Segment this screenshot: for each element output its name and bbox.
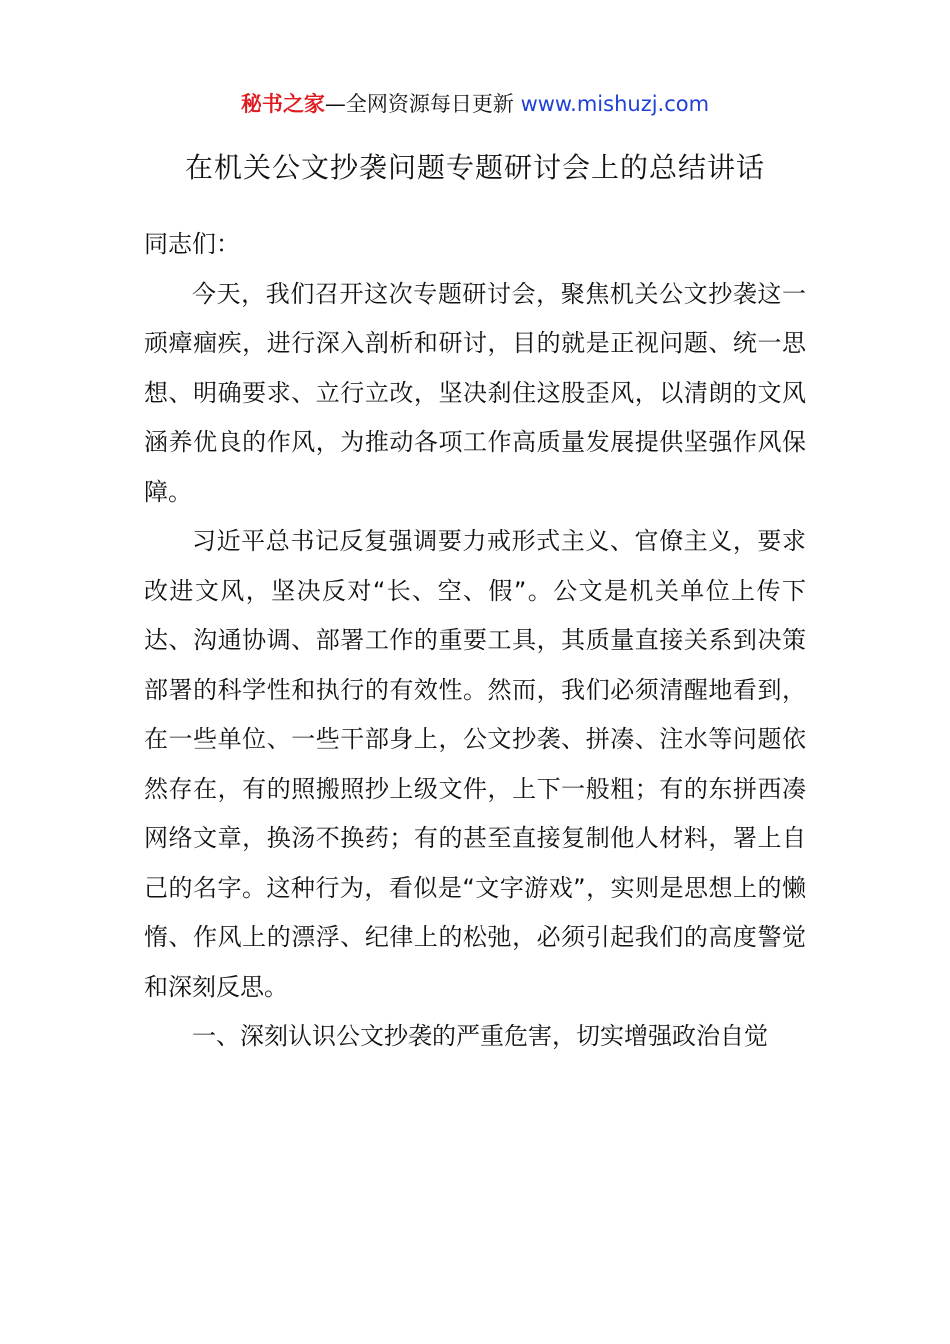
document-body bbox=[144, 220, 806, 1062]
header-tagline: 全网资源每日更新 bbox=[345, 92, 514, 116]
paragraph-background: 习近平总书记反复强调要力戒形式主义、官僚主义，要求改进文风，坚决反对“长、空、假”。公文是机关单位上传下达、沟通协调、部署工作的重要工具，其质量直接关系到决策部署的科学性和执行的有效性。然而，我们必须清醒地看到，在一些单位、一些干部身上，公文抄袭、拼凑、注水等问题依然存在，有的照搬照抄上级文件，上下一般粗；有的东拼西凑网络文章，换汤不换药；有的甚至直接复制他人材料，署上自己的名字。这种行为，看似是“文字游戏”，实则是思想上的懒惰、作风上的漂浮、纪律上的松弛，必须引起我们的高度警觉和深刻反思。 bbox=[144, 527, 806, 1001]
site-url-link[interactable]: www.mishuzj.com bbox=[520, 92, 710, 116]
site-header bbox=[0, 86, 950, 122]
section-heading-1: 一、深刻认识公文抄袭的严重危害，切实增强政治自觉 bbox=[192, 1022, 768, 1050]
salutation: 同志们： bbox=[144, 230, 240, 258]
paragraph-intro: 今天，我们召开这次专题研讨会，聚焦机关公文抄袭这一顽瘴痼疾，进行深入剖析和研讨，目的就是正视问题、统一思想、明确要求、立行立改，坚决刹住这股歪风，以清朗的文风涵养优良的作风，为推动各项工作高质量发展提供坚强作风保障。 bbox=[144, 279, 806, 506]
site-brand: 秘书之家 bbox=[240, 92, 325, 116]
document-title: 在机关公文抄袭问题专题研讨会上的总结讲话 bbox=[184, 151, 765, 184]
header-separator: — bbox=[324, 92, 346, 116]
